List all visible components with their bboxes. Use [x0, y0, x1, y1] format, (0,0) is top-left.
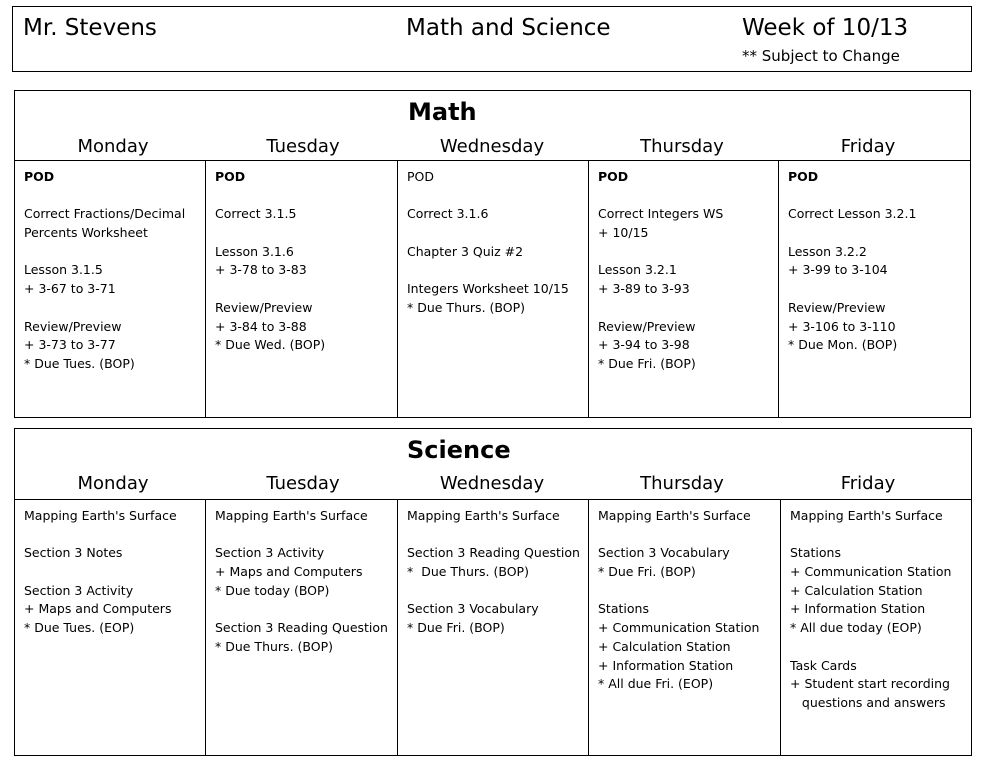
schedule-line: Lesson 3.2.1	[598, 262, 677, 278]
schedule-line: Section 3 Reading Question	[407, 545, 580, 561]
schedule-line: Lesson 3.1.6	[215, 243, 294, 259]
schedule-line: Section 3 Activity	[215, 545, 325, 561]
schedule-line: + 3-106 to 3-110	[788, 318, 896, 334]
schedule-line: * Due Thurs. (BOP)	[407, 299, 525, 315]
science-tuesday-lines	[215, 507, 393, 657]
teacher-name: Mr. Stevens	[23, 15, 157, 41]
spacer-line	[407, 261, 584, 280]
schedule-line: Task Cards	[790, 657, 857, 673]
schedule-line: Stations	[790, 545, 841, 561]
schedule-line: Percents Worksheet	[24, 225, 148, 241]
spacer-line	[407, 582, 584, 601]
math-column-thursday	[588, 160, 779, 418]
schedule-line: + Student start recording	[790, 676, 950, 692]
math-column-tuesday	[205, 160, 398, 418]
spacer-line	[788, 187, 966, 206]
science-day-wednesday: Wednesday	[439, 473, 545, 494]
math-day-wednesday: Wednesday	[439, 136, 545, 157]
schedule-line: + 3-89 to 3-93	[598, 281, 690, 297]
spacer-line	[24, 563, 201, 582]
schedule-line: Section 3 Reading Question	[215, 620, 388, 636]
math-wednesday-lines	[407, 168, 584, 318]
schedule-line: * Due Tues. (EOP)	[24, 620, 135, 636]
schedule-line: POD	[788, 169, 819, 184]
spacer-line	[790, 526, 967, 545]
math-day-tuesday: Tuesday	[266, 136, 340, 157]
schedule-line: * Due today (BOP)	[215, 582, 330, 598]
science-thursday-lines	[598, 507, 776, 694]
schedule-line: Review/Preview	[598, 318, 696, 334]
schedule-line: * Due Tues. (BOP)	[24, 355, 135, 371]
schedule-line: Section 3 Vocabulary	[407, 601, 539, 617]
math-thursday-lines	[598, 168, 774, 374]
schedule-line: * Due Thurs. (BOP)	[215, 638, 333, 654]
schedule-line: questions and answers	[790, 694, 946, 710]
spacer-line	[24, 243, 201, 262]
science-friday-lines	[790, 507, 967, 713]
schedule-line: * Due Mon. (BOP)	[788, 337, 898, 353]
schedule-line: + Maps and Computers	[215, 564, 363, 580]
schedule-line: * All due Fri. (EOP)	[598, 676, 714, 692]
schedule-line: Section 3 Activity	[24, 582, 134, 598]
spacer-line	[24, 299, 201, 318]
math-day-thursday: Thursday	[640, 136, 724, 157]
science-monday-lines	[24, 507, 201, 638]
science-title: Science	[407, 436, 511, 464]
schedule-line: Chapter 3 Quiz #2	[407, 243, 524, 259]
science-column-tuesday	[205, 499, 398, 756]
schedule-line: Review/Preview	[215, 299, 313, 315]
schedule-line: Correct 3.1.5	[215, 206, 297, 222]
schedule-line: Mapping Earth's Surface	[24, 508, 177, 523]
subject-title: Math and Science	[406, 15, 611, 41]
schedule-line: POD	[24, 169, 55, 184]
math-column-wednesday	[397, 160, 589, 418]
schedule-line: + 10/15	[598, 225, 649, 241]
schedule-line: POD	[215, 169, 246, 184]
schedule-line: Lesson 3.1.5	[24, 262, 103, 278]
spacer-line	[598, 582, 776, 601]
subject-to-change-note: ** Subject to Change	[742, 47, 900, 65]
schedule-line: Section 3 Notes	[24, 545, 123, 561]
schedule-line: + 3-99 to 3-104	[788, 262, 888, 278]
schedule-line: Correct Lesson 3.2.1	[788, 206, 917, 222]
schedule-line: Mapping Earth's Surface	[407, 508, 560, 523]
spacer-line	[215, 600, 393, 619]
science-day-friday: Friday	[840, 473, 896, 494]
math-friday-lines	[788, 168, 966, 355]
science-column-wednesday	[397, 499, 589, 756]
science-column-thursday	[588, 499, 781, 756]
schedule-line: + Information Station	[790, 601, 926, 617]
schedule-line: Section 3 Vocabulary	[598, 545, 730, 561]
math-tuesday-lines	[215, 168, 393, 355]
spacer-line	[788, 224, 966, 243]
schedule-line: Mapping Earth's Surface	[598, 508, 751, 523]
science-day-tuesday: Tuesday	[266, 473, 340, 494]
spacer-line	[215, 187, 393, 206]
schedule-line: + 3-78 to 3-83	[215, 262, 307, 278]
spacer-line	[407, 224, 584, 243]
schedule-line: Review/Preview	[24, 318, 122, 334]
spacer-line	[215, 280, 393, 299]
schedule-line: * Due Fri. (BOP)	[407, 620, 505, 636]
spacer-line	[24, 187, 201, 206]
science-column-friday	[780, 499, 972, 756]
schedule-line: + Communication Station	[598, 620, 760, 636]
spacer-line	[598, 526, 776, 545]
schedule-line: * Due Fri. (BOP)	[598, 355, 696, 371]
schedule-line: + 3-84 to 3-88	[215, 318, 307, 334]
schedule-line: + 3-67 to 3-71	[24, 281, 116, 297]
spacer-line	[215, 526, 393, 545]
schedule-line: * All due today (EOP)	[790, 620, 922, 636]
spacer-line	[790, 638, 967, 657]
math-monday-lines	[24, 168, 201, 374]
schedule-line: + Maps and Computers	[24, 601, 172, 617]
spacer-line	[407, 187, 584, 206]
schedule-line: + 3-73 to 3-77	[24, 337, 116, 353]
schedule-line: POD	[598, 169, 629, 184]
week-label: Week of 10/13	[742, 15, 909, 41]
math-title: Math	[408, 98, 477, 126]
math-day-friday: Friday	[840, 136, 896, 157]
schedule-line: Lesson 3.2.2	[788, 243, 867, 259]
schedule-line: Mapping Earth's Surface	[790, 508, 943, 523]
spacer-line	[598, 299, 774, 318]
schedule-line: + Information Station	[598, 657, 734, 673]
schedule-line: Correct 3.1.6	[407, 206, 489, 222]
science-day-monday: Monday	[77, 473, 149, 494]
schedule-line: Review/Preview	[788, 299, 886, 315]
math-day-monday: Monday	[77, 136, 149, 157]
science-day-thursday: Thursday	[640, 473, 724, 494]
schedule-line: Integers Worksheet 10/15	[407, 281, 569, 297]
spacer-line	[598, 187, 774, 206]
science-wednesday-lines	[407, 507, 584, 638]
spacer-line	[215, 224, 393, 243]
schedule-line: + Calculation Station	[790, 582, 923, 598]
schedule-line: Stations	[598, 601, 649, 617]
schedule-line: + Communication Station	[790, 564, 952, 580]
schedule-line: + 3-94 to 3-98	[598, 337, 690, 353]
schedule-line: * Due Fri. (BOP)	[598, 564, 696, 580]
schedule-line: Mapping Earth's Surface	[215, 508, 368, 523]
math-column-monday	[14, 160, 206, 418]
spacer-line	[788, 280, 966, 299]
header-box	[12, 6, 972, 72]
schedule-line: * Due Thurs. (BOP)	[407, 564, 529, 580]
science-column-monday	[14, 499, 206, 756]
spacer-line	[24, 526, 201, 545]
schedule-line: Correct Integers WS	[598, 206, 724, 222]
schedule-line: POD	[407, 169, 435, 184]
schedule-line: Correct Fractions/Decimal	[24, 206, 186, 222]
math-column-friday	[778, 160, 971, 418]
spacer-line	[407, 526, 584, 545]
spacer-line	[598, 243, 774, 262]
schedule-line: + Calculation Station	[598, 638, 731, 654]
schedule-line: * Due Wed. (BOP)	[215, 337, 326, 353]
